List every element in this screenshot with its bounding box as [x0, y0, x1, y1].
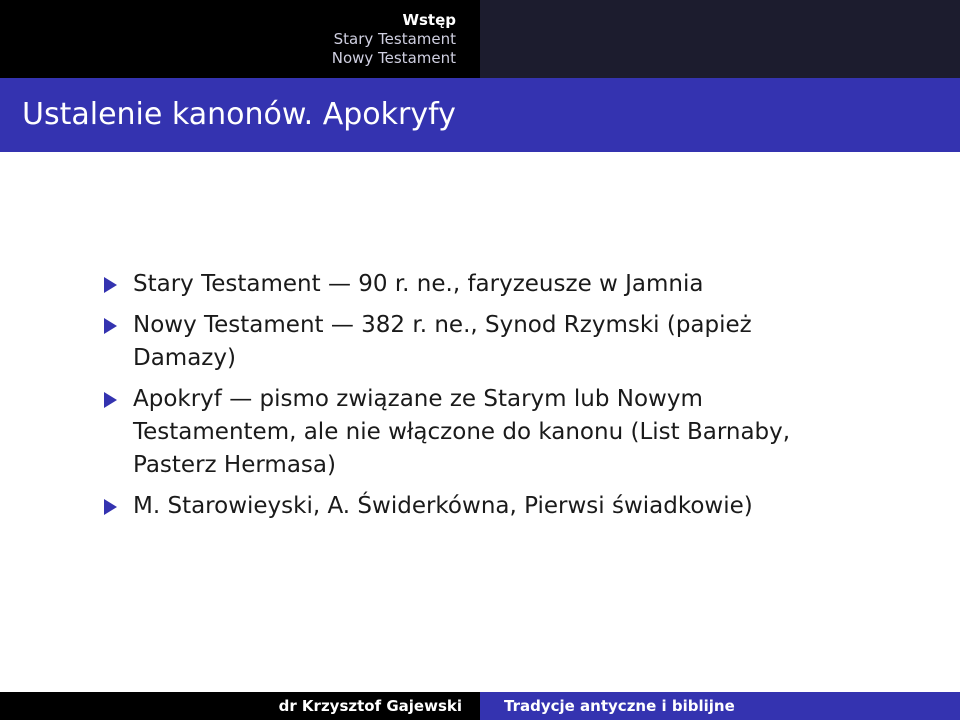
footer-course-title: Tradycje antyczne i biblijne — [480, 692, 960, 720]
nav-section-nowy-testament[interactable]: Nowy Testament — [331, 48, 456, 67]
bullet-triangle-icon — [104, 392, 117, 408]
subsection-panel — [480, 0, 960, 78]
nav-section-stary-testament[interactable]: Stary Testament — [333, 29, 456, 48]
bullet-item — [0, 383, 960, 482]
section-navigation — [0, 0, 960, 78]
bullet-list — [0, 268, 960, 531]
bullet-item — [0, 268, 960, 301]
bullet-triangle-icon — [104, 318, 117, 334]
bullet-text: M. Starowieyski, A. Świderkówna, Pierwsi świadkowie) — [133, 493, 753, 519]
bullet-triangle-icon — [104, 277, 117, 293]
bullet-triangle-icon — [104, 499, 117, 515]
footer — [0, 692, 960, 720]
nav-section-wstep[interactable]: Wstęp — [402, 10, 456, 29]
frame-title-bar — [0, 78, 960, 152]
bullet-item — [0, 490, 960, 523]
section-list — [0, 0, 480, 78]
bullet-text: Nowy Testament — 382 r. ne., Synod Rzymski (papież Damazy) — [133, 312, 752, 371]
bullet-text: Apokryf — pismo związane ze Starym lub Nowym Testamentem, ale nie włączone do kanonu (List Barnaby, Pasterz Hermasa) — [133, 386, 791, 478]
footer-author: dr Krzysztof Gajewski — [0, 692, 480, 720]
frame-title: Ustalenie kanonów. Apokryfy — [22, 97, 456, 132]
bullet-text: Stary Testament — 90 r. ne., faryzeusze w Jamnia — [133, 271, 704, 297]
bullet-item — [0, 309, 960, 375]
